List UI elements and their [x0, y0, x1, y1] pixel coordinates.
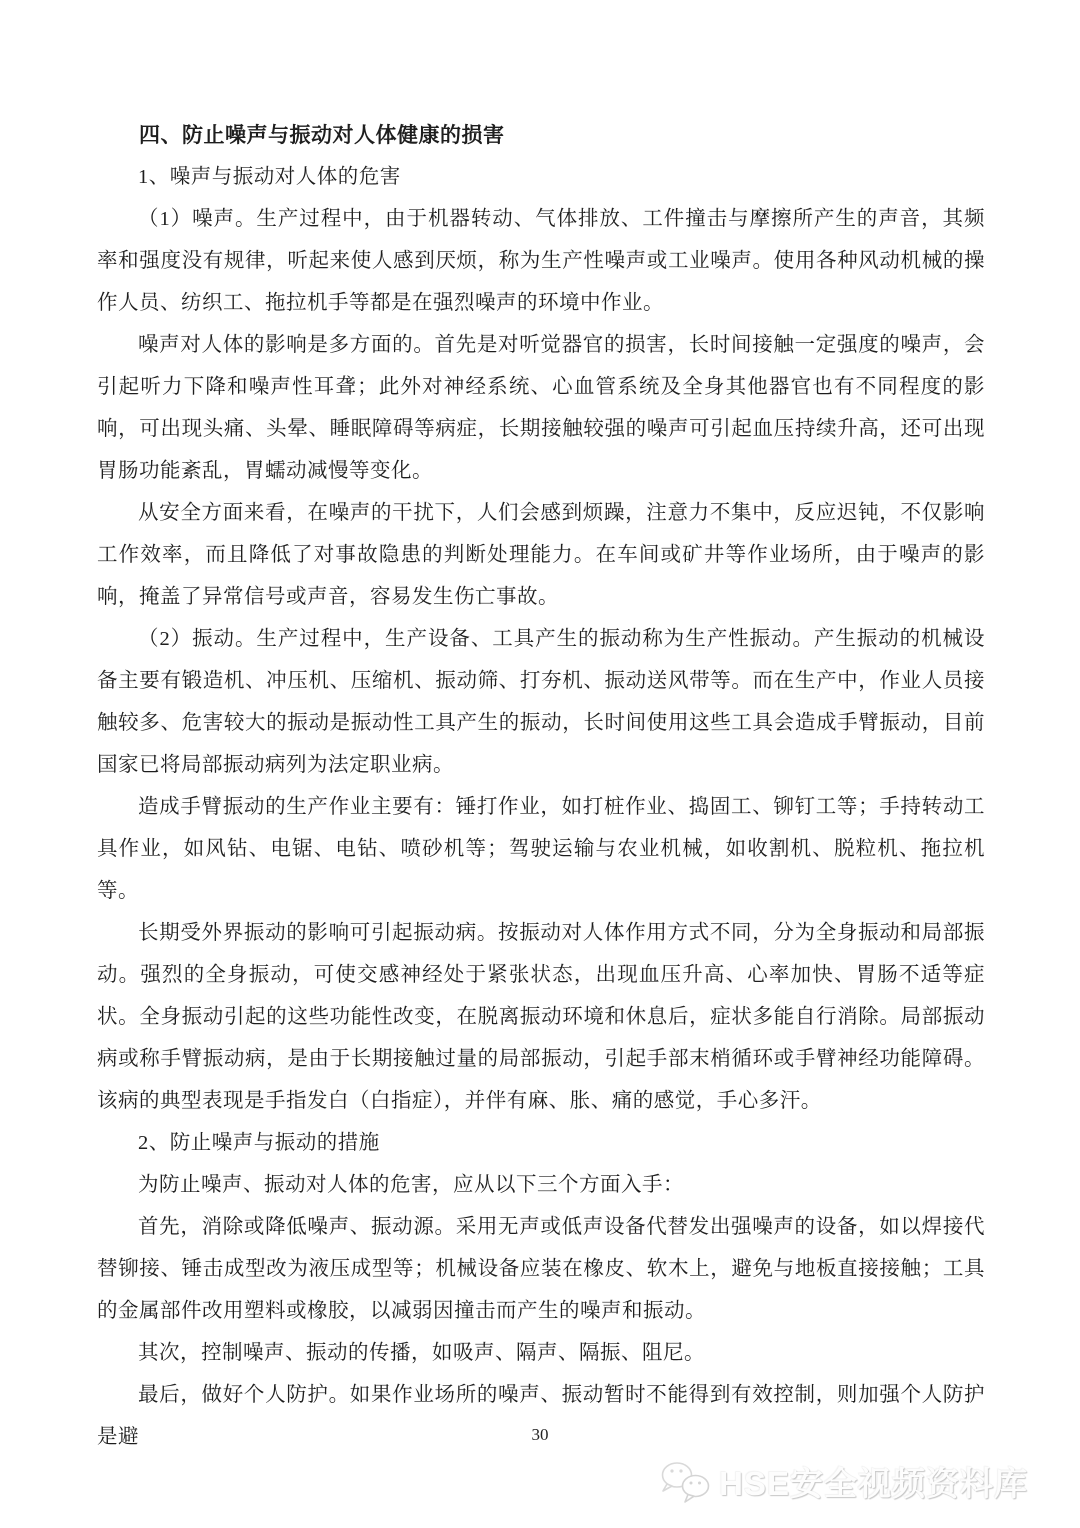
paragraph: （2）振动。生产过程中，生产设备、工具产生的振动称为生产性振动。产生振动的机械设备主要有锻造机、冲压机、压缩机、振动筛、打夯机、振动送风带等。而在生产中，作业人员接触较多、危害较大的振动是振动性工具产生的振动，长时间使用这些工具会造成手臂振动，目前国家已将局部振动病列为法定职业病。: [97, 628, 985, 776]
paragraph: 噪声对人体的影响是多方面的。首先是对听觉器官的损害，长时间接触一定强度的噪声，会引起听力下降和噪声性耳聋；此外对神经系统、心血管系统及全身其他器官也有不同程度的影响，可出现头痛、头晕、睡眠障碍等病症，长期接触较强的噪声可引起血压持续升高，还可出现胃肠功能紊乱，胃蠕动减慢等变化。: [97, 334, 985, 482]
paragraph: 其次，控制噪声、振动的传播，如吸声、隔声、隔振、阻尼。: [138, 1342, 705, 1364]
subsection-1-title: 1、噪声与振动对人体的危害: [138, 166, 401, 188]
paragraph: 首先，消除或降低噪声、振动源。采用无声或低声设备代替发出强噪声的设备，如以焊接代替铆接、锤击成型改为液压成型等；机械设备应装在橡皮、软木上，避免与地板直接接触；工具的金属部件改用塑料或橡胶，以减弱因撞击而产生的噪声和振动。: [97, 1216, 985, 1322]
paragraph: 长期受外界振动的影响可引起振动病。按振动对人体作用方式不同，分为全身振动和局部振动。强烈的全身振动，可使交感神经处于紧张状态，出现血压升高、心率加快、胃肠不适等症状。全身振动引起的这些功能性改变，在脱离振动环境和休息后，症状多能自行消除。局部振动病或称手臂振动病，是由于长期接触过量的局部振动，引起手部末梢循环或手臂神经功能障碍。该病的典型表现是手指发白（白指症），并伴有麻、胀、痛的感觉，手心多汗。: [97, 922, 985, 1112]
page-number: 30: [531, 1425, 549, 1444]
paragraph: 从安全方面来看，在噪声的干扰下，人们会感到烦躁，注意力不集中，反应迟钝，不仅影响工作效率，而且降低了对事故隐患的判断处理能力。在车间或矿井等作业场所，由于噪声的影响，掩盖了异常信号或声音，容易发生伤亡事故。: [97, 502, 985, 608]
wechat-icon: [657, 1459, 715, 1505]
watermark-text: HSE安全视频资料库: [719, 1465, 1028, 1502]
paragraph: 为防止噪声、振动对人体的危害，应从以下三个方面入手：: [138, 1174, 684, 1196]
watermark: [657, 1458, 1028, 1505]
paragraph: 最后，做好个人防护。如果作业场所的噪声、振动暂时不能得到有效控制，则加强个人防护是避: [97, 1384, 985, 1448]
document-body: [97, 114, 985, 1458]
subsection-2-title: 2、防止噪声与振动的措施: [138, 1132, 380, 1154]
paragraph: （1）噪声。生产过程中，由于机器转动、气体排放、工件撞击与摩擦所产生的声音，其频率和强度没有规律，听起来使人感到厌烦，称为生产性噪声或工业噪声。使用各种风动机械的操作人员、纺织工、拖拉机手等都是在强烈噪声的环境中作业。: [97, 208, 985, 314]
section-title: 四、防止噪声与振动对人体健康的损害: [139, 123, 505, 147]
paragraph: 造成手臂振动的生产作业主要有：锤打作业，如打桩作业、捣固工、铆钉工等；手持转动工具作业，如风钻、电锯、电钻、喷砂机等；驾驶运输与农业机械，如收割机、脱粒机、拖拉机等。: [97, 796, 985, 902]
